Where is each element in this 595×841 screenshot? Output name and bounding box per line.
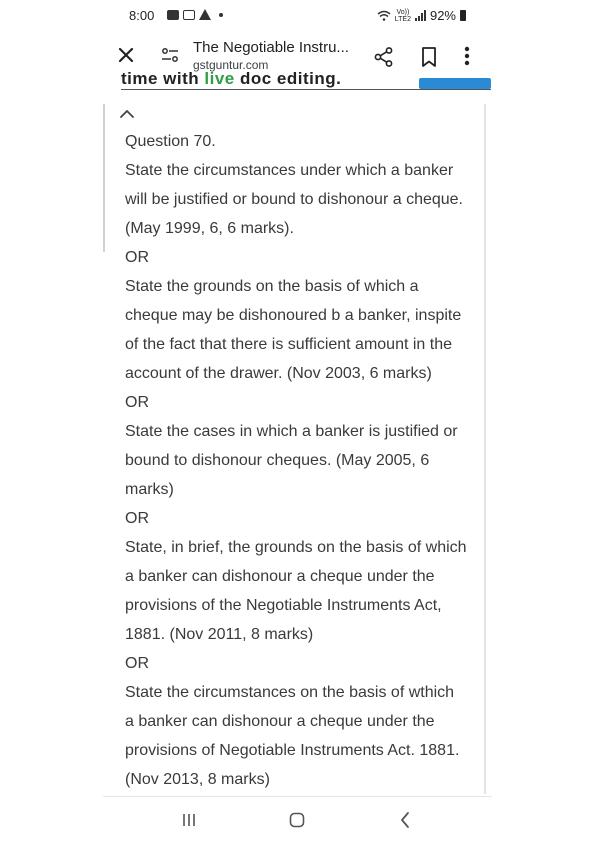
battery-percent: 92% [429, 8, 456, 23]
home-button[interactable] [289, 812, 305, 828]
web-content[interactable] [103, 69, 492, 794]
tune-icon [161, 46, 179, 64]
status-right [377, 8, 466, 23]
network-label [395, 9, 411, 23]
bookmark-button[interactable] [420, 46, 438, 68]
ad-banner-text-highlight: live [204, 69, 235, 88]
title-block[interactable] [193, 39, 363, 72]
article-line: a banker can dishonour a cheque under the [125, 713, 435, 730]
page-title: The Negotiable Instru... [193, 39, 349, 56]
article-line: OR [125, 655, 149, 672]
site-settings-button[interactable] [161, 46, 179, 64]
more-notifications-icon [219, 13, 223, 17]
article-body [125, 127, 475, 794]
phone-screen [103, 0, 492, 841]
article-line: of the fact that there is sufficient amount in the [125, 336, 453, 353]
article-line: a banker can dishonour a cheque under the [125, 568, 435, 585]
article-line: 1881. (Nov 2011, 8 marks) [125, 626, 314, 643]
status-time: 8:00 [129, 8, 155, 23]
article-line: OR [125, 510, 149, 527]
ad-banner-text-start: time with [121, 69, 205, 88]
article-line: State the grounds on the basis of which a [125, 278, 419, 295]
share-icon [373, 46, 395, 68]
article-line: OR [125, 249, 149, 266]
recents-button[interactable] [181, 813, 197, 827]
article-line: provisions of the Negotiable Instruments Act, [125, 597, 442, 614]
ad-banner-text-end: doc editing. [234, 69, 342, 88]
article-line: cheque may be dishonoured b a banker, inspite [125, 307, 462, 324]
card-right-edge [484, 104, 486, 794]
gallery-icon [183, 10, 195, 20]
share-button[interactable] [373, 46, 395, 68]
page-domain: gstguntur.com [193, 58, 269, 72]
close-icon [115, 44, 137, 66]
network-label-top: Vo)) [396, 8, 410, 16]
article-line: will be justified or bound to dishonour a cheque. [125, 191, 463, 208]
article-line: marks) [125, 481, 174, 498]
close-button[interactable] [115, 44, 137, 66]
bookmark-icon [420, 46, 438, 68]
notification-icons [167, 9, 223, 20]
status-bar [103, 0, 492, 32]
chevron-up-icon [117, 106, 137, 122]
article-line: bound to dishonour cheques. (May 2005, 6 [125, 452, 430, 469]
network-label-bottom: LTE2 [394, 15, 411, 23]
article-line: OR [125, 394, 149, 411]
signal-icon [415, 10, 426, 21]
article-line: State, in brief, the grounds on the basis of which [125, 539, 467, 556]
article-line: State the circumstances under which a banker [125, 162, 454, 179]
alert-icon [199, 9, 211, 20]
more-vert-icon [462, 44, 472, 68]
card-left-edge [103, 104, 105, 252]
article-line: State the cases in which a banker is justified or [125, 423, 458, 440]
collapse-button[interactable] [117, 106, 137, 122]
wifi-icon [377, 10, 391, 21]
article-line: account of the drawer. (Nov 2003, 6 marks) [125, 365, 432, 382]
article-line: (Nov 2013, 8 marks) [125, 771, 270, 788]
article-line: (May 1999, 6, 6 marks). [125, 220, 294, 237]
back-icon [399, 811, 411, 829]
article-line: State the circumstances on the basis of wthich [125, 684, 455, 701]
system-nav-bar [103, 796, 492, 841]
ad-banner-button[interactable] [419, 78, 491, 89]
video-call-icon [167, 10, 179, 20]
home-icon [289, 812, 305, 828]
recents-icon [181, 813, 197, 827]
article-line: provisions of Negotiable Instruments Act. 1881. [125, 742, 460, 759]
battery-icon [460, 10, 466, 21]
article-line: Question 70. [125, 133, 216, 150]
more-options-button[interactable] [462, 44, 472, 68]
back-button[interactable] [399, 811, 411, 829]
